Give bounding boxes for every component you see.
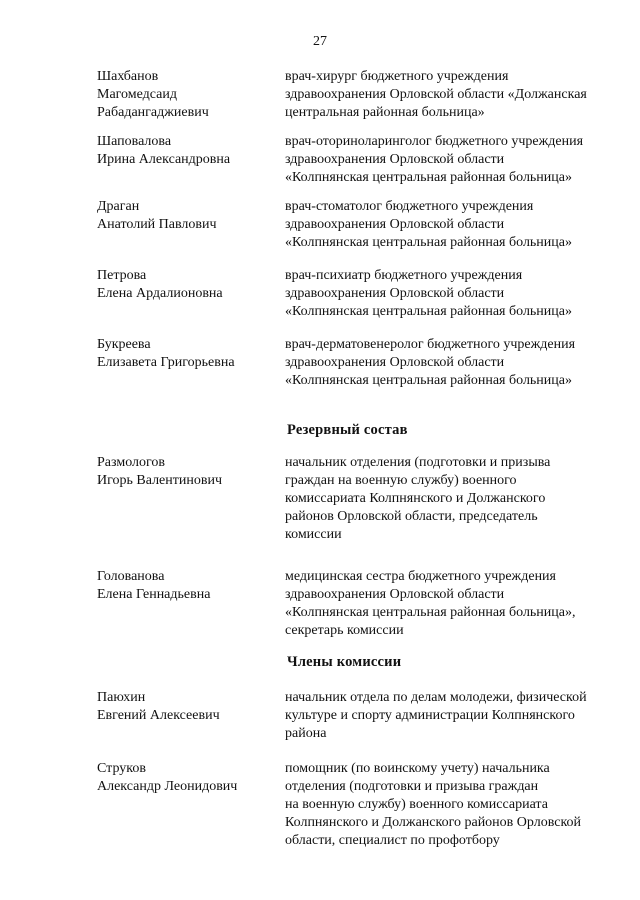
person-position: медицинская сестра бюджетного учреждения здравоохранения Орловской области «Колпнянская центральная районная больница», секретарь комиссии	[285, 569, 576, 638]
person-position: врач-дерматовенеролог бюджетного учреждения здравоохранения Орловской области «Колпнянская центральная районная больница»	[285, 337, 576, 388]
person-name: Струков Александр Леонидович	[97, 761, 238, 794]
person-name: Букреева Елизавета Григорьевна	[97, 337, 235, 370]
reserve-heading: Резервный состав	[287, 422, 408, 438]
person-name: Петрова Елена Ардалионовна	[97, 268, 223, 301]
person-name: Шаповалова Ирина Александровна	[97, 134, 231, 167]
person-position: врач-стоматолог бюджетного учреждения здравоохранения Орловской области «Колпнянская центральная районная больница»	[285, 199, 572, 250]
person-position: начальник отделения (подготовки и призыва граждан на военную службу) военного комиссариата Колпнянского и Должанского районов Орловской области, председатель комиссии	[285, 455, 551, 542]
person-name: Шахбанов Магомедсаид Рабадангаджиевич	[97, 69, 209, 120]
person-position: помощник (по воинскому учету) начальника отделения (подготовки и призыва граждан на военную службу) военного комиссариата Колпнянского и Должанского районов Орловской области, специалист по профотбору	[285, 761, 582, 848]
members-heading: Члены комиссии	[287, 654, 402, 670]
person-name: Паюхин Евгений Алексеевич	[97, 690, 220, 723]
person-name: Размологов Игорь Валентинович	[97, 455, 223, 488]
person-name: Драган Анатолий Павлович	[97, 199, 217, 232]
page-number: 27	[313, 34, 327, 49]
person-position: начальник отдела по делам молодежи, физической культуре и спорту администрации Колпнянского района	[285, 690, 587, 741]
person-position: врач-хирург бюджетного учреждения здравоохранения Орловской области «Должанская центральная районная больница»	[285, 69, 587, 120]
person-position: врач-оториноларинголог бюджетного учреждения здравоохранения Орловской области «Колпнянская центральная районная больница»	[285, 134, 584, 185]
person-name: Голованова Елена Геннадьевна	[97, 569, 211, 602]
person-position: врач-психиатр бюджетного учреждения здравоохранения Орловской области «Колпнянская центральная районная больница»	[285, 268, 572, 319]
